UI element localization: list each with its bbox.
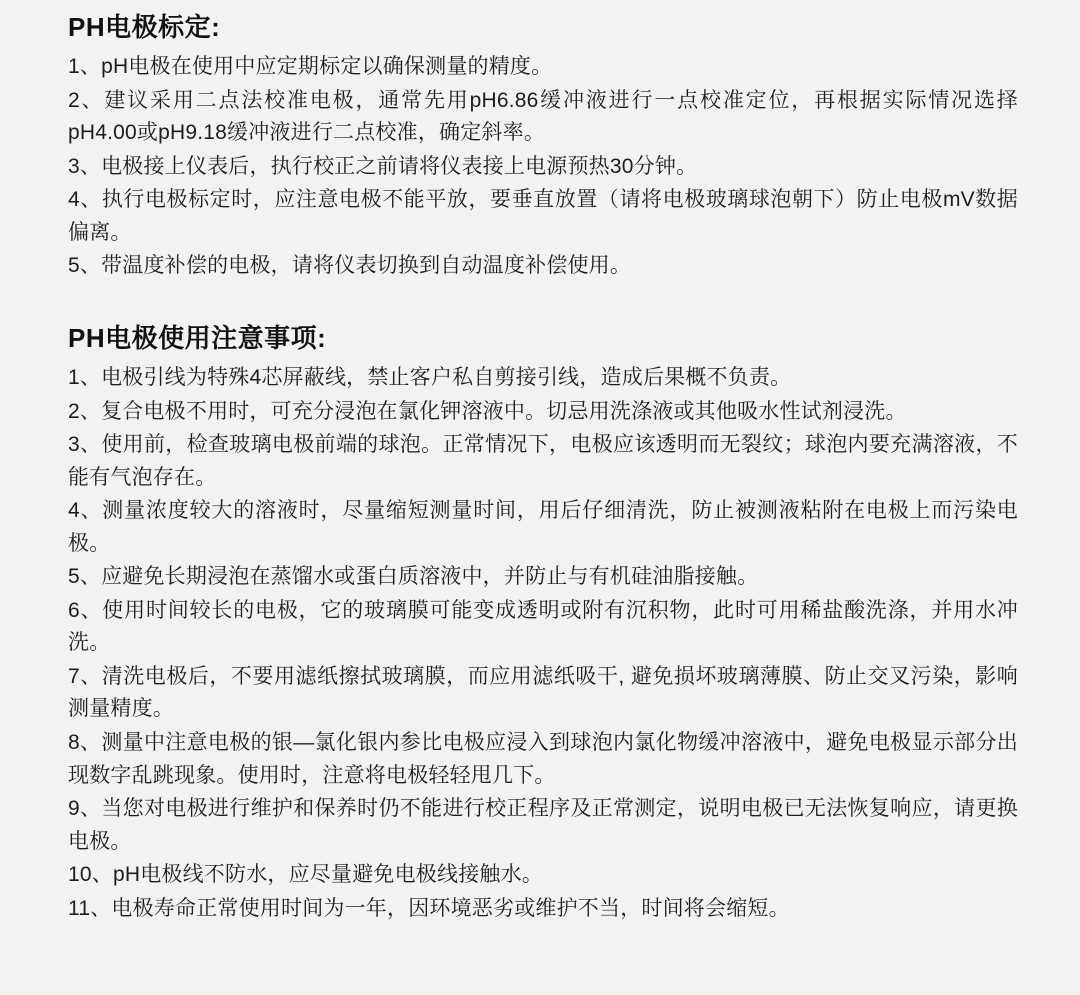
section-calibration [68,10,1018,283]
list-item: 2、建议采用二点法校准电极，通常先用pH6.86缓冲液进行一点校准定位，再根据实际情况选择pH4.00或pH9.18缓冲液进行二点校准，确定斜率。 [68,88,1018,145]
list-item: 11、电极寿命正常使用时间为一年，因环境恶劣或维护不当，时间将会缩短。 [68,896,790,920]
list-item: 4、执行电极标定时，应注意电极不能平放，要垂直放置（请将电极玻璃球泡朝下）防止电极mV数据偏离。 [68,188,1018,244]
list-item: 1、电极引线为特殊4芯屏蔽线，禁止客户私自剪接引线，造成后果概不负责。 [68,366,792,390]
list-item: 7、清洗电极后，不要用滤纸擦拭玻璃膜，而应用滤纸吸干, 避免损坏玻璃薄膜、防止交叉污染，影响测量精度。 [68,664,1018,721]
list-item: 3、使用前，检查玻璃电极前端的球泡。正常情况下，电极应该透明而无裂纹；球泡内要充满溶液，不能有气泡存在。 [68,433,1018,489]
list-item: 1、pH电极在使用中应定期标定以确保测量的精度。 [68,55,553,79]
list-item: 5、带温度补偿的电极，请将仪表切换到自动温度补偿使用。 [68,254,632,278]
section-title-calibration: PH电极标定: [68,12,221,42]
list-item: 8、测量中注意电极的银—氯化银内参比电极应浸入到球泡内氯化物缓冲溶液中，避免电极显示部分出现数字乱跳现象。使用时，注意将电极轻轻甩几下。 [68,731,1018,787]
list-item: 6、使用时间较长的电极，它的玻璃膜可能变成透明或附有沉积物，此时可用稀盐酸洗涤，并用水冲洗。 [68,598,1018,655]
list-item: 9、当您对电极进行维护和保养时仍不能进行校正程序及正常测定，说明电极已无法恢复响应，请更换电极。 [68,797,1018,853]
section-title-precautions: PH电极使用注意事项: [68,322,327,353]
list-item: 5、应避免长期浸泡在蒸馏水或蛋白质溶液中，并防止与有机硅油脂接触。 [68,565,759,589]
list-item: 2、复合电极不用时，可充分浸泡在氯化钾溶液中。切忌用洗涤液或其他吸水性试剂浸洗。 [68,399,907,423]
section-precautions [68,321,1018,925]
list-item: 3、电极接上仪表后，执行校正之前请将仪表接上电源预热30分钟。 [68,154,698,178]
list-item: 4、测量浓度较大的溶液时，尽量缩短测量时间，用后仔细清洗，防止被测液粘附在电极上而污染电极。 [68,499,1018,555]
list-item: 10、pH电极线不防水，应尽量避免电极线接触水。 [68,863,544,887]
